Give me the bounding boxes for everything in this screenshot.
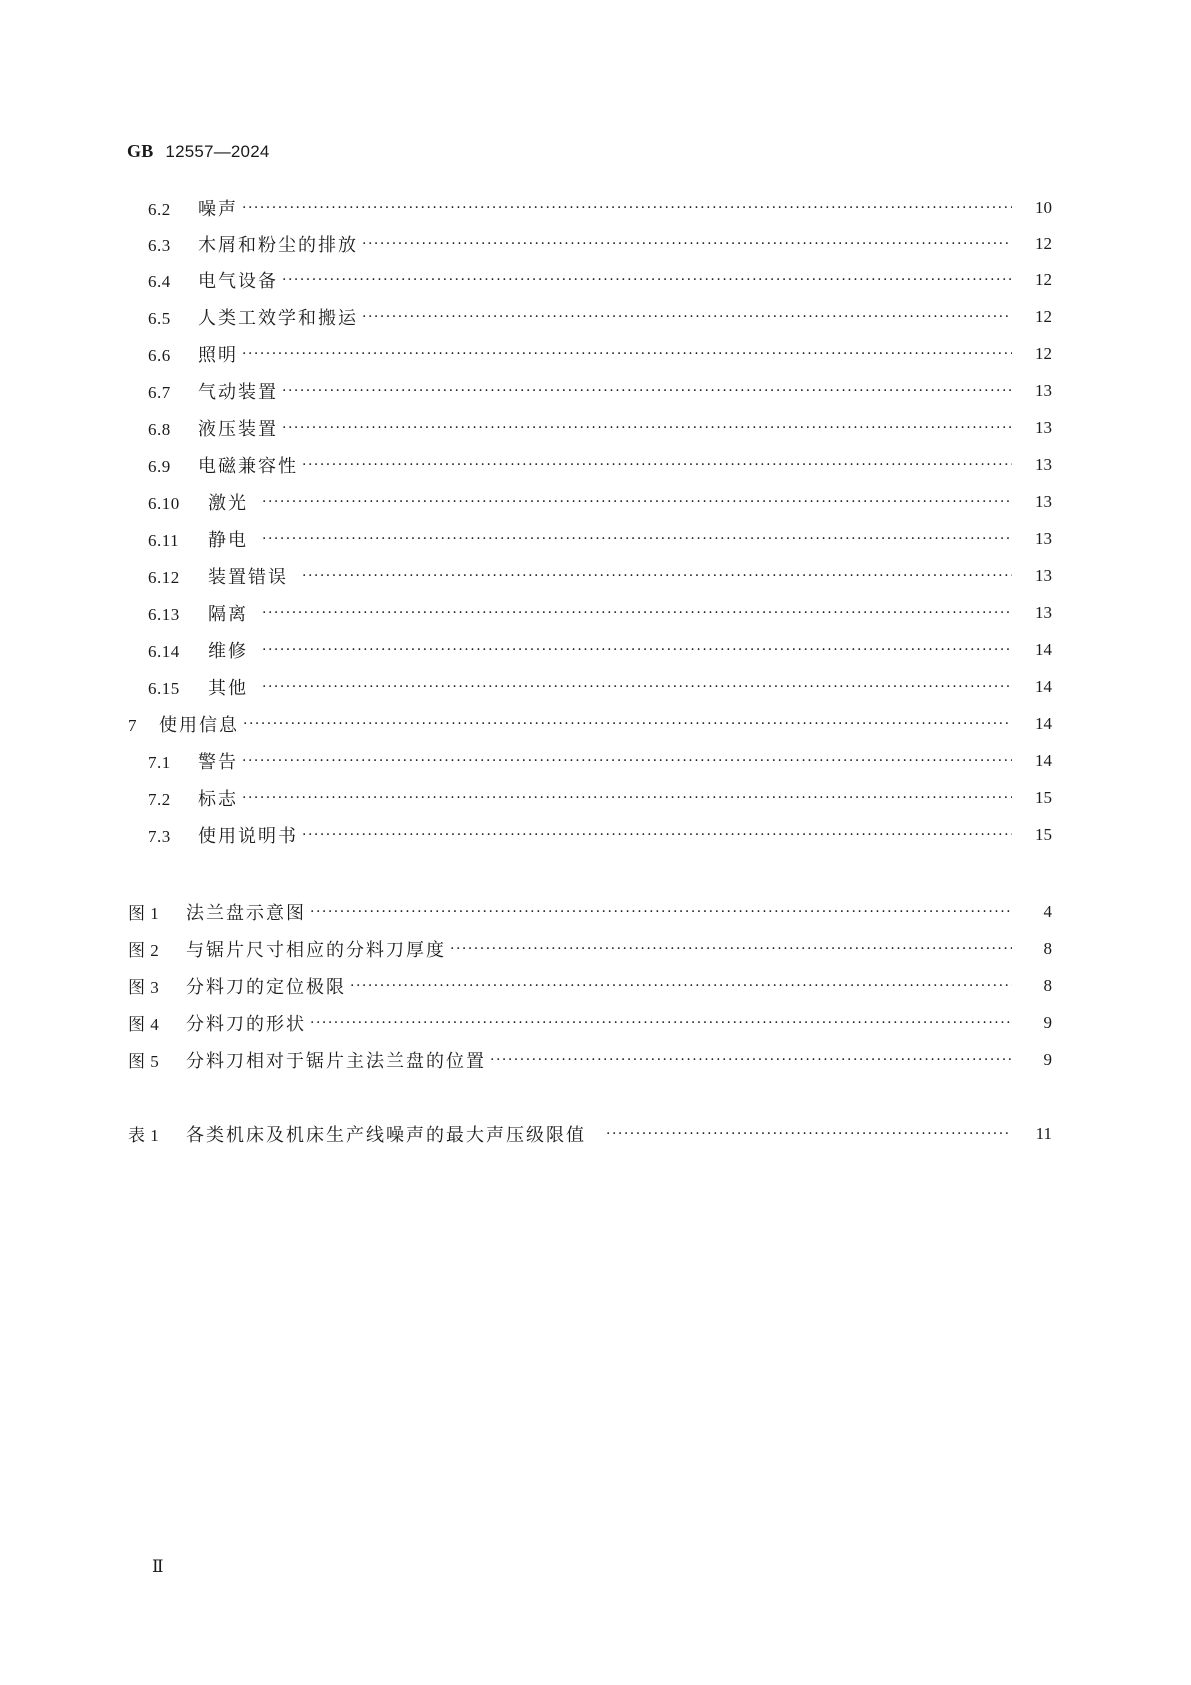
dot-leader: [262, 675, 1012, 699]
figure-entry-title: 分料刀的形状: [186, 1014, 306, 1035]
toc-entry-title: 使用说明书: [198, 826, 298, 847]
toc-entry-title: 静电: [208, 530, 248, 551]
table-entry-number: 表 1: [128, 1126, 160, 1145]
dot-leader: [282, 416, 1012, 440]
dot-leader: [606, 1122, 1012, 1146]
toc-entry[interactable]: [0, 196, 1191, 220]
figure-entry[interactable]: [0, 974, 1191, 998]
figure-entry[interactable]: [0, 900, 1191, 924]
toc-entry-page: 14: [1035, 751, 1052, 770]
dot-leader: [262, 638, 1012, 662]
dot-leader: [490, 1048, 1012, 1072]
figure-entry-title: 与锯片尺寸相应的分料刀厚度: [186, 940, 446, 961]
toc-entry[interactable]: [0, 601, 1191, 625]
figure-entry-page: 9: [1043, 1013, 1052, 1032]
table-entry-page: 11: [1035, 1124, 1052, 1143]
dot-leader: [262, 601, 1012, 625]
toc-entry-page: 12: [1035, 234, 1052, 253]
dot-leader: [310, 900, 1012, 924]
toc-entry-number: 6.8: [148, 420, 171, 439]
toc-entry-number: 6.10: [148, 494, 180, 513]
toc-entry-number: 7: [128, 716, 137, 735]
toc-entry-title: 标志: [198, 789, 238, 810]
toc-entry-number: 6.12: [148, 568, 180, 587]
dot-leader: [350, 974, 1012, 998]
toc-entry-title: 液压装置: [198, 419, 278, 440]
toc-entry-title: 激光: [208, 493, 248, 514]
dot-leader: [362, 232, 1012, 256]
toc-entry[interactable]: [0, 268, 1191, 292]
toc-entry[interactable]: [0, 453, 1191, 477]
toc-entry[interactable]: [0, 379, 1191, 403]
figure-entry-number: 图 5: [128, 1052, 160, 1071]
toc-entry[interactable]: [0, 490, 1191, 514]
figure-entry[interactable]: [0, 1048, 1191, 1072]
toc-entry-title: 电磁兼容性: [198, 456, 298, 477]
figure-entry-page: 9: [1043, 1050, 1052, 1069]
toc-entry-number: 6.2: [148, 200, 171, 219]
dot-leader: [242, 342, 1012, 366]
table-entry[interactable]: [0, 1122, 1191, 1146]
toc-entry[interactable]: [0, 786, 1191, 810]
figure-entry-title: 分料刀的定位极限: [186, 977, 346, 998]
toc-entry[interactable]: [0, 232, 1191, 256]
toc-entry-number: 6.3: [148, 236, 171, 255]
toc-entry[interactable]: [0, 675, 1191, 699]
figure-entry-number: 图 3: [128, 978, 160, 997]
toc-entry-page: 13: [1035, 529, 1052, 548]
toc-entry-page: 12: [1035, 307, 1052, 326]
toc-entry[interactable]: [0, 305, 1191, 329]
toc-entry-number: 6.7: [148, 383, 171, 402]
page-header: [127, 141, 270, 162]
toc-entry-number: 6.14: [148, 642, 180, 661]
toc-entry-page: 15: [1035, 825, 1052, 844]
toc-entry-page: 10: [1035, 198, 1052, 217]
toc-entry-title: 隔离: [208, 604, 248, 625]
toc-entry-page: 14: [1035, 640, 1052, 659]
table-entry-title: 各类机床及机床生产线噪声的最大声压级限值: [186, 1125, 586, 1146]
dot-leader: [242, 786, 1012, 810]
toc-entry-page: 13: [1035, 492, 1052, 511]
toc-entry-page: 15: [1035, 788, 1052, 807]
toc-entry-title: 电气设备: [198, 271, 278, 292]
toc-entry-title: 装置错误: [208, 567, 288, 588]
dot-leader: [243, 712, 1012, 736]
dot-leader: [262, 490, 1012, 514]
toc-entry-number: 6.4: [148, 272, 171, 291]
dot-leader: [242, 196, 1012, 220]
figure-entry-title: 法兰盘示意图: [186, 903, 306, 924]
figure-entry[interactable]: [0, 1011, 1191, 1035]
toc-entry-number: 7.3: [148, 827, 171, 846]
dot-leader: [242, 749, 1012, 773]
figure-entry-number: 图 4: [128, 1015, 160, 1034]
toc-entry[interactable]: [0, 749, 1191, 773]
dot-leader: [302, 564, 1012, 588]
toc-entry-title: 其他: [208, 678, 248, 699]
toc-entry[interactable]: [0, 712, 1191, 736]
toc-entry-number: 6.5: [148, 309, 171, 328]
toc-entry-page: 13: [1035, 381, 1052, 400]
toc-entry-number: 6.13: [148, 605, 180, 624]
toc-entry-page: 12: [1035, 270, 1052, 289]
figure-entry-title: 分料刀相对于锯片主法兰盘的位置: [186, 1051, 486, 1072]
dot-leader: [450, 937, 1012, 961]
toc-entry-page: 12: [1035, 344, 1052, 363]
dot-leader: [310, 1011, 1012, 1035]
figure-entry-page: 4: [1043, 902, 1052, 921]
toc-entry[interactable]: [0, 342, 1191, 366]
toc-entry-title: 噪声: [198, 199, 238, 220]
toc-entry[interactable]: [0, 527, 1191, 551]
toc-entry-number: 6.11: [148, 531, 180, 550]
standard-code: GB: [127, 141, 154, 161]
toc-entry-title: 照明: [198, 345, 238, 366]
figure-entry-number: 图 1: [128, 904, 160, 923]
dot-leader: [262, 527, 1012, 551]
page-number: Ⅱ: [152, 1557, 164, 1576]
figure-entry-page: 8: [1043, 939, 1052, 958]
toc-entry-page: 13: [1035, 566, 1052, 585]
figure-entry-number: 图 2: [128, 941, 160, 960]
toc-entry-page: 14: [1035, 714, 1052, 733]
toc-entry-page: 13: [1035, 418, 1052, 437]
dot-leader: [302, 823, 1012, 847]
dot-leader: [302, 453, 1012, 477]
toc-entry-page: 13: [1035, 455, 1052, 474]
figure-entry[interactable]: [0, 937, 1191, 961]
toc-entry[interactable]: [0, 823, 1191, 847]
dot-leader: [282, 379, 1012, 403]
toc-entry-title: 木屑和粉尘的排放: [198, 235, 358, 256]
dot-leader: [362, 305, 1012, 329]
toc-entry-title: 警告: [198, 752, 238, 773]
toc-entry[interactable]: [0, 564, 1191, 588]
toc-entry-number: 7.2: [148, 790, 171, 809]
toc-entry-number: 6.6: [148, 346, 171, 365]
toc-entry-title: 人类工效学和搬运: [198, 308, 358, 329]
toc-entry-number: 7.1: [148, 753, 171, 772]
toc-entry-page: 14: [1035, 677, 1052, 696]
dot-leader: [282, 268, 1012, 292]
toc-entry-number: 6.15: [148, 679, 180, 698]
figure-entry-page: 8: [1043, 976, 1052, 995]
toc-entry[interactable]: [0, 638, 1191, 662]
toc-entry[interactable]: [0, 416, 1191, 440]
toc-entry-title: 气动装置: [198, 382, 278, 403]
toc-entry-title: 维修: [208, 641, 248, 662]
toc-entry-title: 使用信息: [159, 715, 239, 736]
standard-number: 12557—2024: [165, 142, 270, 161]
toc-entry-number: 6.9: [148, 457, 171, 476]
toc-entry-page: 13: [1035, 603, 1052, 622]
